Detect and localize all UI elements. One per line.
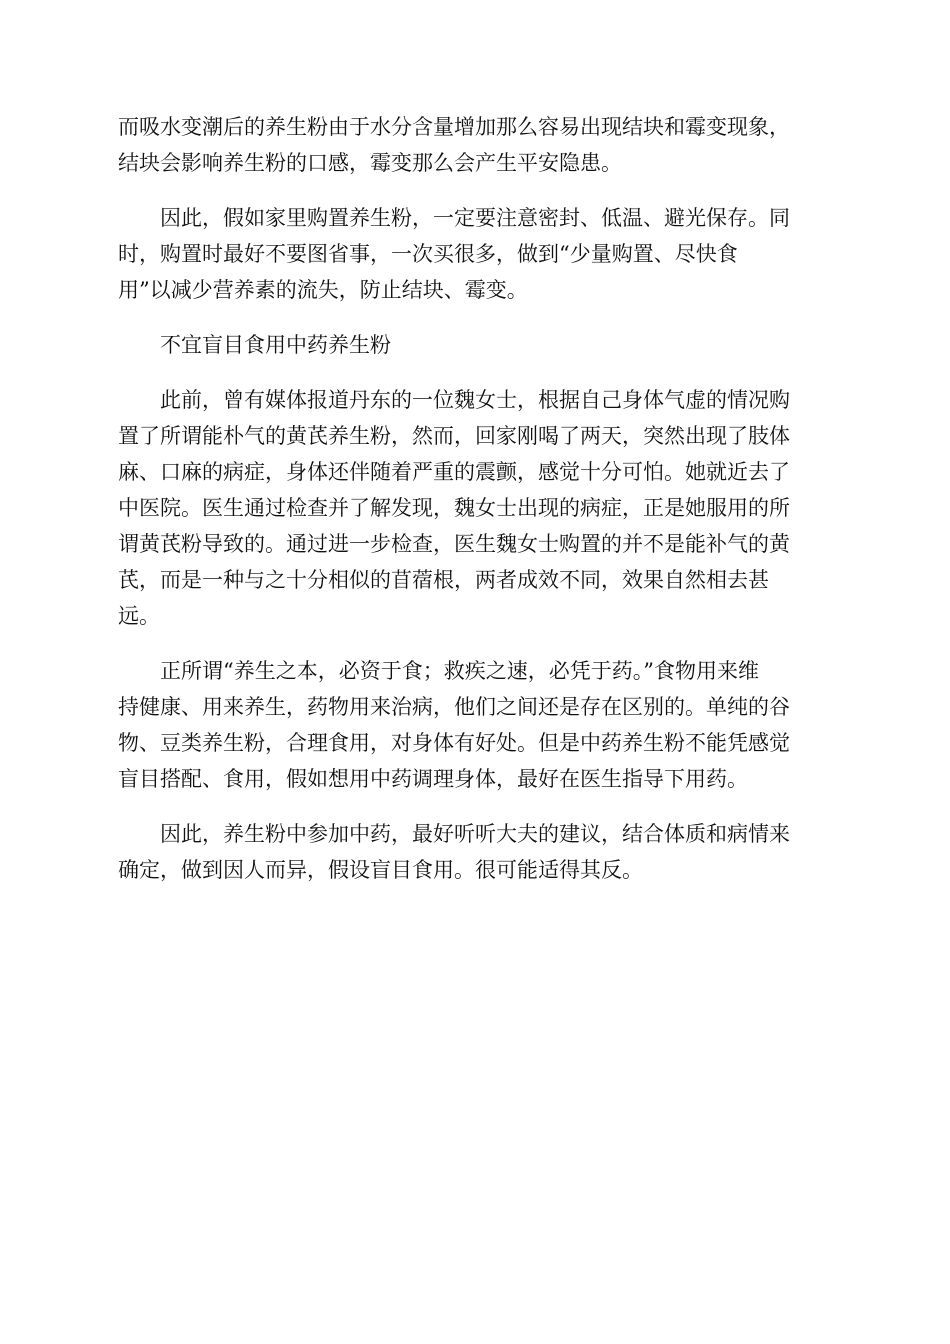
text-line: 因此，养生粉中参加中药，最好听听大夫的建议，结合体质和病情来	[118, 822, 790, 846]
paragraph-2	[118, 200, 834, 308]
text-line: 此前，曾有媒体报道丹东的一位魏女士，根据自己身体气虚的情况购	[118, 388, 790, 412]
text-line: 时，购置时最好不要图省事，一次买很多，做到“少量购置、尽快食	[118, 242, 738, 266]
text-line: 结块会影响养生粉的口感，霉变那么会产生平安隐患。	[118, 151, 622, 175]
text-line: 置了所谓能朴气的黄芪养生粉，然而，回家刚喝了两天，突然出现了肢体	[118, 424, 790, 448]
text-line: 中医院。医生通过检查并了解发现，魏女士出现的病症，正是她服用的所	[118, 496, 790, 520]
paragraph-1	[118, 109, 834, 181]
text-line: 确定，做到因人而异，假设盲目食用。很可能适得其反。	[118, 858, 643, 882]
text-line: 持健康、用来养生，药物用来治病，他们之间还是存在区别的。单纯的谷	[118, 695, 790, 719]
text-line: 而吸水变潮后的养生粉由于水分含量增加那么容易出现结块和霉变现象，	[118, 115, 790, 139]
text-line: 远。	[118, 604, 160, 628]
paragraph-3	[118, 382, 834, 634]
text-line: 正所谓“养生之本，必资于食；救疾之速，必凭于药。”食物用来维	[118, 659, 759, 683]
section-heading	[118, 327, 834, 363]
paragraph-5	[118, 816, 834, 888]
text-line: 芪，而是一种与之十分相似的苜蓿根，两者成效不同，效果自然相去甚	[118, 568, 769, 592]
text-line: 物、豆类养生粉，合理食用，对身体有好处。但是中药养生粉不能凭感觉	[118, 731, 790, 755]
paragraph-4	[118, 653, 834, 797]
text-line: 盲目搭配、食用，假如想用中药调理身体，最好在医生指导下用药。	[118, 767, 748, 791]
document-body	[118, 109, 834, 907]
heading-line: 不宜盲目食用中药养生粉	[118, 333, 391, 357]
text-line: 麻、口麻的病症，身体还伴随着严重的震颤，感觉十分可怕。她就近去了	[118, 460, 790, 484]
text-line: 因此，假如家里购置养生粉，一定要注意密封、低温、避光保存。同	[118, 206, 790, 230]
text-line: 谓黄芪粉导致的。通过进一步检查，医生魏女士购置的并不是能补气的黄	[118, 532, 790, 556]
text-line: 用”以减少营养素的流失，防止结块、霉变。	[118, 278, 528, 302]
